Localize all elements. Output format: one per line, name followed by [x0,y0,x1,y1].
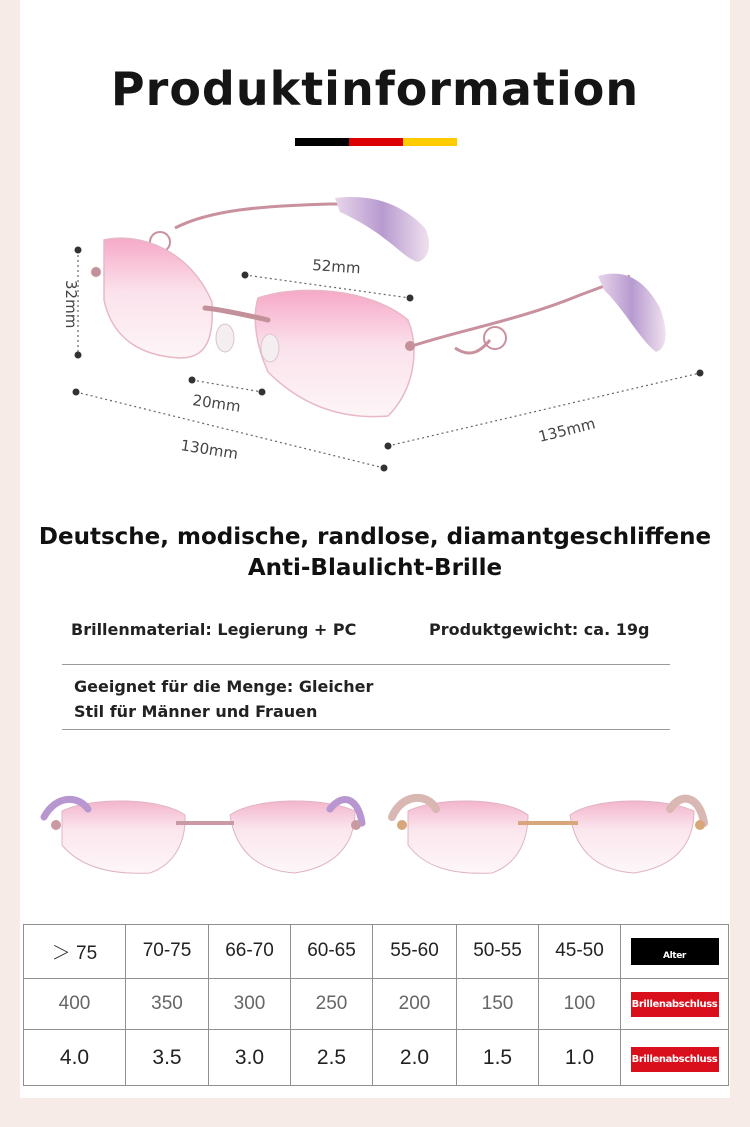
product-subtitle [0,522,750,584]
suitable-line-1: Geeignet für die Menge: Gleicher [74,677,374,696]
divider-top [62,664,670,665]
temple-length-label: 135mm [536,414,598,446]
table-cell: 1.5 [457,1030,539,1086]
table-cell: 45-50 [539,925,621,979]
table-row-diopter [24,1030,729,1086]
age-label-badge: Alter [631,938,719,965]
table-cell: 250 [291,978,373,1030]
table-cell: 2.0 [373,1030,457,1086]
material-spec: Brillenmaterial: Legierung + PC [71,620,357,639]
degree-label-badge: Brillenabschluss [631,992,719,1017]
frame-width-label: 130mm [179,436,240,464]
near-temple [412,274,666,353]
row-label-cell [621,978,729,1030]
left-lens [104,238,212,358]
table-row-degree [24,978,729,1030]
flag-gold-stripe [403,138,457,146]
lens-width-label: 52mm [311,256,362,278]
age-reading-glasses-table [23,924,729,1086]
table-cell: 200 [373,978,457,1030]
table-cell: 4.0 [24,1030,126,1086]
row-label-cell [621,1030,729,1086]
glasses-dimension-illustration [0,180,750,490]
variant-rose-glasses [44,799,362,873]
table-cell: 60-65 [291,925,373,979]
table-cell: 300 [209,978,291,1030]
table-cell: 3.5 [126,1030,209,1086]
far-temple [150,197,429,262]
flag-red-stripe [349,138,403,146]
weight-spec: Produktgewicht: ca. 19g [429,620,650,639]
subtitle-line-2: Anti-Blaulicht-Brille [247,555,503,581]
table-cell: 50-55 [457,925,539,979]
suitable-line-2: Stil für Männer und Frauen [74,702,318,721]
diopter-label-badge: Brillenabschluss [631,1047,719,1072]
table-cell: 2.5 [291,1030,373,1086]
subtitle-line-1: Deutsche, modische, randlose, diamantgeschliffene [38,524,712,550]
variant-gold-glasses [392,798,705,873]
page-title: Produktinformation [110,62,640,116]
color-variants [0,775,750,895]
row-label-cell [621,925,729,979]
table-cell: 70-75 [126,925,209,979]
table-cell: 400 [24,978,126,1030]
table-cell: 3.0 [209,1030,291,1086]
bridge-label: 20mm [191,391,242,416]
table-cell: 350 [126,978,209,1030]
table-cell: ＞ 75 [24,925,126,979]
table-cell: 55-60 [373,925,457,979]
divider-bottom [62,729,670,730]
table-cell: 1.0 [539,1030,621,1086]
table-cell: 100 [539,978,621,1030]
table-cell: 150 [457,978,539,1030]
german-flag-bar [295,138,457,146]
flag-black-stripe [295,138,349,146]
table-cell: 66-70 [209,925,291,979]
right-lens [255,290,414,416]
lens-height-label: 32mm [62,280,80,329]
table-row-age [24,925,729,979]
suitable-for [74,674,373,724]
